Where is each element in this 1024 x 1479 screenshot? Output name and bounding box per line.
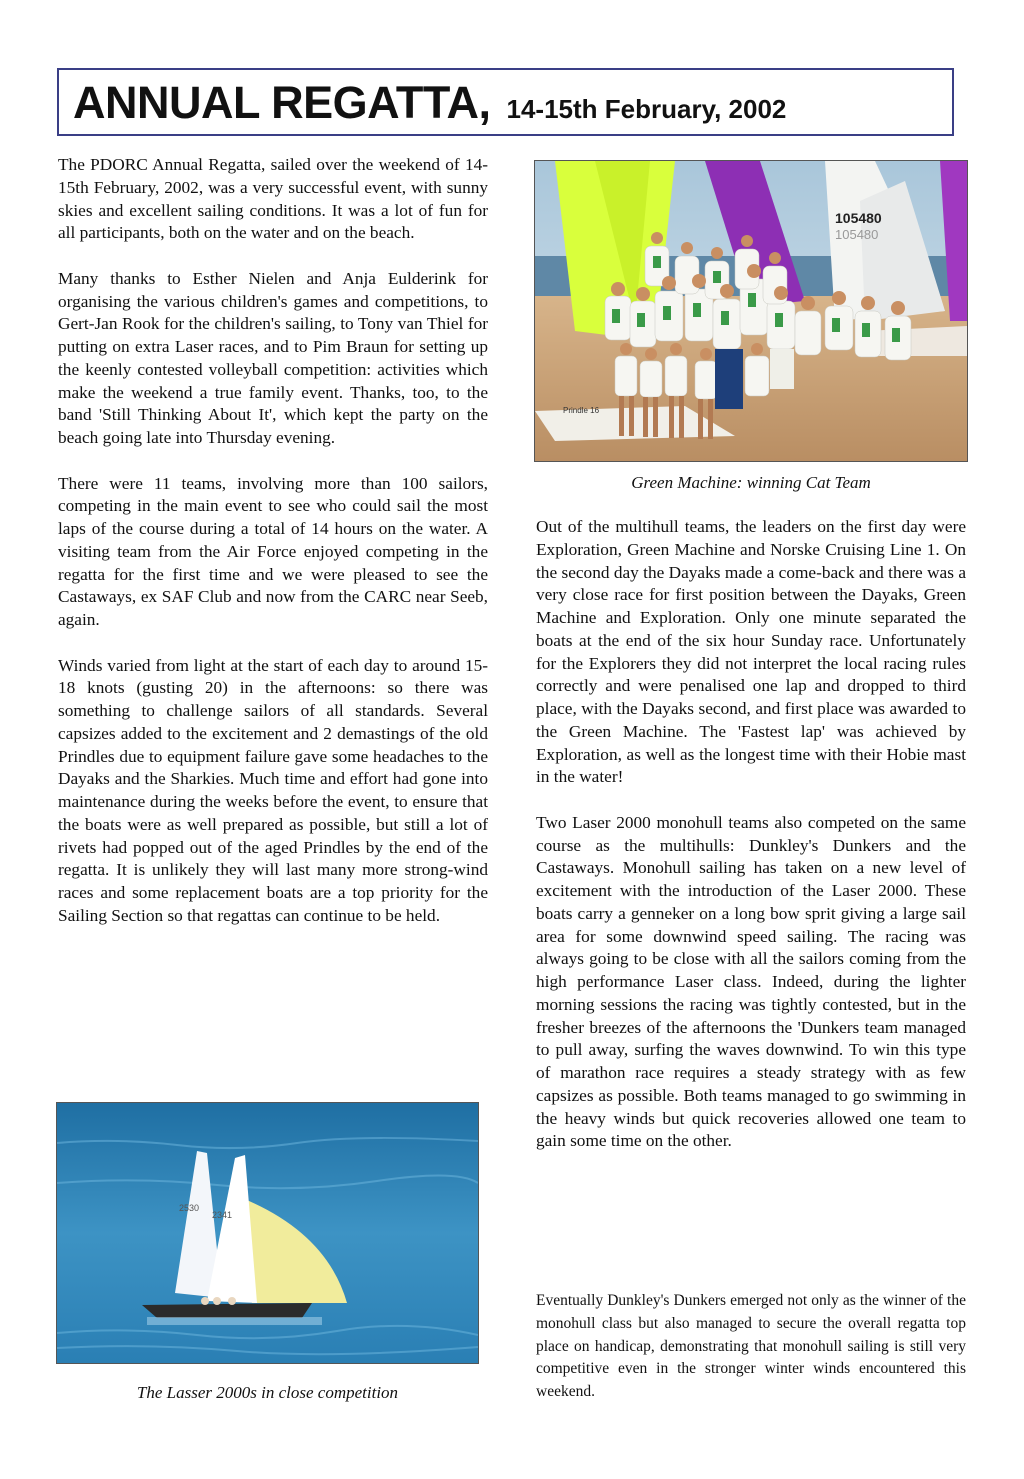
hull-label: Prindle 16	[563, 406, 600, 415]
article-left-column	[58, 154, 488, 928]
paragraph: Two Laser 2000 monohull teams also competed on the same course as the multihulls: Dunkley's Dunkers and the Castaways. Monohull sailing has taken on a new level of excitement with the introduction of the Laser 2000. These boats carry a genneker on a long bow sprit giving a large sail area for some downwind speed sailing. The racing was always going to be close with all the sailors coming from the high performance Laser class. Indeed, during the lighter morning sessions the racing was tightly contested, but in the fresher breezes of the afternoons the 'Dunkers team managed to pull away, surfing the waves downwind. To win this type of marathon race requires a steady strategy with as few capsizes as possible. Both teams managed to go swimming in the heavy winds but quick recoveries allowed one team to gain some time on the other.	[536, 812, 966, 1151]
paragraph: Winds varied from light at the start of each day to around 15-18 knots (gusting 20) in the afternoons: so there was something to challenge sailors of all standards. Several capsizes added to the excitement and 2 demastings of the old Prindles due to equipment failure gave some headaches to the Dayaks and the Sharkies. Much time and effort had gone into maintenance during the weeks before the event, to ensure that the boats were as well prepared as possible, but still a lot of rivets had popped out of the aged Prindles by the end of the regatta. It is unlikely they will last many more strong-wind races and some replacement boats are a top priority for the Sailing Section so that regattas can continue to be held.	[58, 655, 488, 925]
page-title	[73, 77, 787, 132]
title-box	[57, 68, 954, 136]
laser-photo	[56, 1102, 479, 1364]
title-date: 14-15th February, 2002	[506, 94, 787, 124]
paragraph: Many thanks to Esther Nielen and Anja Eulderink for organising the various children's games and competitions, to Gert-Jan Rook for the children's sailing, to Tony van Thiel for putting on extra Laser races, and to Pim Braun for setting up the keenly contested volleyball competition: activities which make the weekend a true family event. Thanks, too, to the band 'Still Thinking About It', which kept the party on the beach going late into Thursday evening.	[58, 268, 488, 447]
team-photo	[534, 160, 968, 462]
sail-number: 2530	[179, 1203, 200, 1213]
paragraph: There were 11 teams, involving more than 100 sailors, competing in the main event to see who could sail the most laps of the course during a total of 14 hours on the water. A visiting team from the Air Force enjoyed competing in the regatta for the first time and we were pleased to see the Castaways, ex SAF Club and now from the CARC near Seeb, again.	[58, 473, 488, 629]
paragraph: Out of the multihull teams, the leaders on the first day were Exploration, Green Machine and Norske Cruising Line 1. On the second day the Dayaks made a come-back and there was a very close race for first position between the Dayaks, Green Machine and Exploration. Only one minute separated the boats at the end of the six hour Sunday race. Unfortunately for the Explorers they did not interpret the local racing rules correctly and were penalised one lap and dropped to third place, with the Dayaks second, and first place was awarded to the Green Machine. The 'Fastest lap' was achieved by Exploration, as well as the longest time with their Hobie mast in the water!	[536, 517, 966, 787]
article-closing-paragraph	[536, 1290, 966, 1404]
team-photo-caption: Green Machine: winning Cat Team	[631, 473, 871, 492]
paragraph: The PDORC Annual Regatta, sailed over the weekend of 14-15th February, 2002, was a very successful event, with sunny skies and excellent sailing conditions. It was a lot of fun for all participants, both on the water and on the beach.	[58, 155, 488, 243]
article-right-column	[536, 516, 966, 1153]
sail-number-faded: 105480	[835, 227, 879, 242]
title-text: ANNUAL REGATTA,	[73, 77, 491, 128]
paragraph: Eventually Dunkley's Dunkers emerged not only as the winner of the monohull class but also managed to secure the overall regatta top place on handicap, demonstrating that monohull sailing is still very competitive even in the stronger winter winds encountered this weekend.	[536, 1292, 966, 1400]
sail-number: 2341	[212, 1210, 233, 1220]
laser-photo-caption: The Lasser 2000s in close competition	[136, 1383, 399, 1402]
sail-number: 105480	[835, 210, 882, 226]
